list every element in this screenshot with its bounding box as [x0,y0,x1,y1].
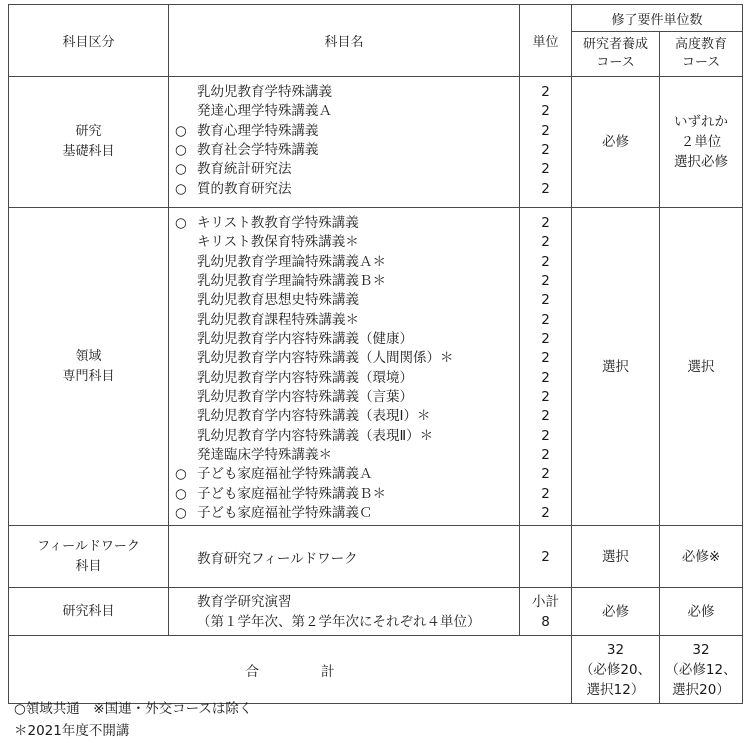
course-item [175,349,519,368]
unit-value: 2 [541,122,550,139]
category-line: 領域 [75,348,102,364]
unit-value: 2 [541,273,550,290]
course-name: 乳幼児教育学内容特殊講義（健康） [197,331,413,348]
basic-units [520,77,572,208]
course-item [175,160,519,179]
course-name: 乳幼児教育思想史特殊講義 [197,292,359,309]
footnotes [14,698,252,742]
course-item [175,122,519,141]
research-units [520,588,572,636]
basic-course-list [169,77,520,208]
course-name: 乳幼児教育学内容特殊講義（環境） [197,369,413,386]
fieldwork-course-name: 教育研究フィールドワーク [169,526,520,588]
common-mark: ○ [175,215,187,231]
total-row [9,636,743,704]
footnote-line: ○領域共通 ※国連・外交コースは除く [14,701,253,717]
unit-value: 2 [541,84,550,100]
category-line: フィールドワーク [37,538,140,554]
course-name: 乳幼児教育課程特殊講義＊ [197,311,359,328]
course-name: 乳幼児教育学理論特殊講義Ｂ＊ [197,273,386,290]
unit-value: 2 [541,103,550,120]
common-mark: ○ [175,142,187,159]
course-name: 発達臨床学特殊講義＊ [197,447,332,464]
category-line: 科目 [75,558,102,574]
course-item [175,311,519,330]
category-header: 科目区分 [9,5,169,77]
course-item [175,369,519,388]
course-item [175,388,519,407]
course-item [175,407,519,426]
total-line: 選択20） [672,681,730,698]
unit-value: 2 [541,234,550,251]
fieldwork-category [9,526,169,588]
unit-value: 2 [541,427,550,444]
specialized-section [9,208,743,526]
category-line: 研究 [75,124,102,139]
advanced-course-header-line: コース [681,55,721,70]
unit-value: 2 [541,389,550,406]
common-mark: ○ [175,505,187,522]
common-mark: ○ [175,485,187,502]
total-line: （必修20、 [579,661,652,678]
course-item [175,272,519,291]
course-item [175,102,519,121]
common-mark: ○ [175,161,187,178]
course-name: 乳幼児教育学内容特殊講義（表現Ⅰ）＊ [197,408,431,425]
curriculum-table [8,4,743,704]
research-course-line: 教育学研究演習 [197,593,292,610]
category-line: 基礎科目 [62,144,115,159]
research-section [9,588,743,636]
total-line: 32 [692,641,710,658]
specialized-category [9,208,169,526]
unit-value: 2 [541,350,550,367]
unit-value: 2 [541,505,550,522]
course-name: 教育心理学特殊講義 [197,122,319,139]
basic-advanced-requirement [660,77,743,208]
requirement-line: いずれか [674,114,728,130]
unit-value: 2 [541,369,550,386]
requirement-line: 選択必修 [674,154,728,170]
course-name: 教育社会学特殊講義 [197,142,319,159]
subtotal-value: 8 [541,613,550,630]
total-line: 32 [606,641,625,658]
unit-value: 2 [541,161,550,178]
unit-value: 2 [541,292,550,309]
specialized-course-list [169,208,520,526]
course-item [175,253,519,272]
category-line: 専門科目 [62,368,115,384]
researcher-course-header-line: 研究者養成 [582,37,648,52]
course-name-header: 科目名 [169,5,520,77]
specialized-advanced-requirement: 選択 [660,208,743,526]
course-name: 乳幼児教育学理論特殊講義Ａ＊ [197,253,386,270]
course-item [175,180,519,199]
requirements-header: 修了要件単位数 [572,5,743,32]
course-name: 質的教育研究法 [197,180,292,197]
units-header: 単位 [520,5,572,77]
advanced-course-header-line: 高度教育 [675,37,728,52]
total-label-char: 計 [321,663,335,680]
unit-value: 2 [541,447,550,464]
research-course-name [169,588,520,636]
fieldwork-researcher-requirement: 選択 [572,526,660,588]
unit-value: 2 [541,142,550,159]
course-name: 教育統計研究法 [197,161,292,178]
total-advanced [660,636,743,704]
researcher-course-header-line: コース [596,55,635,70]
course-name: 子ども家庭福祉学特殊講義Ｃ [197,505,373,522]
research-course-line: （第１学年次、第２学年次にそれぞれ４単位） [197,613,481,630]
course-name: 発達心理学特殊講義Ａ [197,103,332,120]
total-label-char: 合 [245,663,259,680]
requirement-line: ２単位 [680,134,722,150]
course-item [175,83,519,102]
course-item [175,446,519,465]
specialized-researcher-requirement: 選択 [572,208,660,526]
course-item [175,214,519,233]
specialized-units [520,208,572,526]
course-name: キリスト教保育特殊講義＊ [197,234,359,251]
research-researcher-requirement: 必修 [572,588,660,636]
fieldwork-section [9,526,743,588]
subtotal-label: 小計 [532,593,559,610]
header-row [9,5,743,32]
advanced-course-header [660,32,743,77]
course-item [175,427,519,446]
course-name: 乳幼児教育学内容特殊講義（人間関係）＊ [197,350,454,367]
total-researcher [572,636,660,704]
footnote-line: ＊2021年度不開講 [14,723,130,739]
course-item [175,330,519,349]
course-name: 乳幼児教育学内容特殊講義（言葉） [197,389,413,406]
unit-value: 2 [541,180,550,197]
unit-value: 2 [541,331,550,348]
total-label [9,636,572,704]
fieldwork-advanced-requirement: 必修※ [660,526,743,588]
course-name: 乳幼児教育学内容特殊講義（表現Ⅱ）＊ [197,427,434,444]
unit-value: 2 [541,485,550,502]
unit-value: 2 [541,466,550,483]
course-item [175,291,519,310]
course-name: 子ども家庭福祉学特殊講義Ａ [197,466,373,483]
course-item [175,485,519,504]
basic-category [9,77,169,208]
research-category: 研究科目 [9,588,169,636]
fieldwork-units: 2 [520,526,572,588]
unit-value: 2 [541,253,550,270]
unit-value: 2 [541,215,550,231]
total-line: 選択12） [586,681,645,698]
course-item [175,504,519,523]
course-item [175,465,519,484]
course-name: 乳幼児教育学特殊講義 [197,84,332,100]
course-item [175,233,519,252]
basic-researcher-requirement: 必修 [572,77,660,208]
common-mark: ○ [175,466,187,483]
researcher-course-header [572,32,660,77]
common-mark: ○ [175,122,187,139]
unit-value: 2 [541,311,550,328]
basic-section [9,77,743,208]
research-advanced-requirement: 必修 [660,588,743,636]
common-mark: ○ [175,180,187,197]
course-name: 子ども家庭福祉学特殊講義Ｂ＊ [197,485,386,502]
course-name: キリスト教教育学特殊講義 [197,215,359,231]
course-item [175,141,519,160]
total-line: （必修12、 [665,661,737,678]
unit-value: 2 [541,408,550,425]
